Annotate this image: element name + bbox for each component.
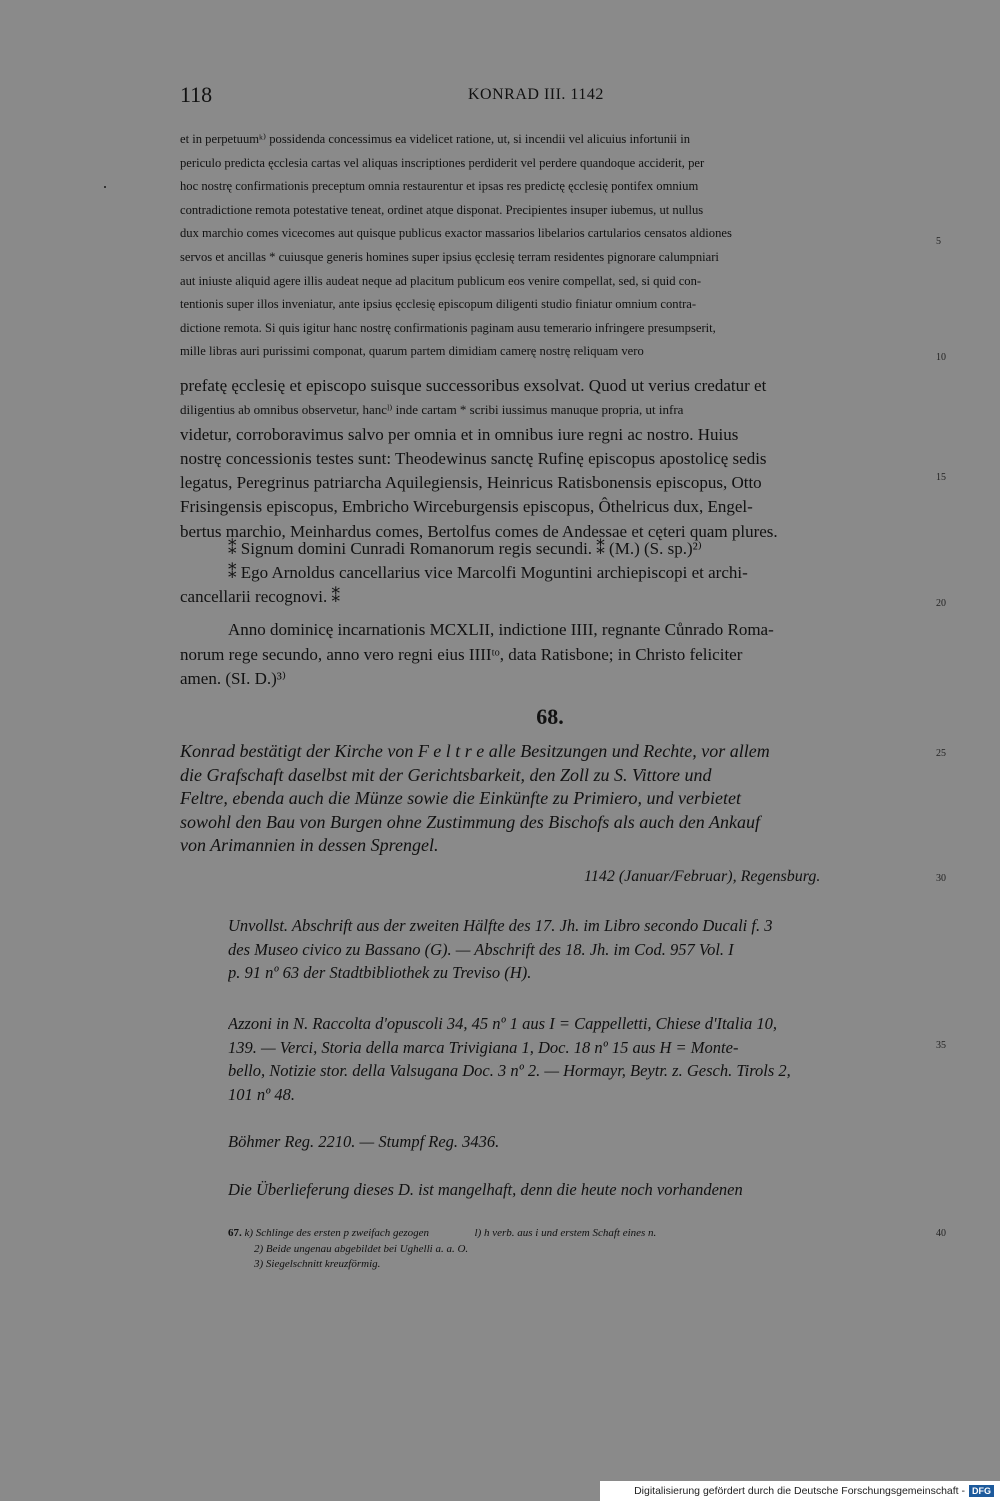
- footnotes: [228, 1226, 928, 1273]
- text-line: amen. (SI. D.)³⁾: [180, 669, 287, 688]
- text-line: dictione remota. Si quis igitur hanc nostrę confirmationis paginam ausu temerario infringere presumpserit,: [180, 320, 716, 335]
- text-line: bello, Notizie stor. della Valsugana Doc. 3 nº 2. — Hormayr, Beytr. z. Gesch. Tirols 2,: [228, 1061, 791, 1080]
- text-line: contradictione remota potestative teneat, ordinet atque disponat. Precipientes insuper iubemus, ut nullus: [180, 202, 704, 217]
- text-line: tentionis super illos inveniatur, ante ipsius ęcclesię episcopum diligenti studio finiatur omnium contra-: [180, 297, 697, 312]
- line-number: 25: [936, 748, 946, 759]
- charter-text-small: [180, 128, 920, 364]
- text-line: Anno dominicę incarnationis MCXLII, indictione IIII, regnante Cůnrado Roma-: [228, 620, 774, 639]
- line-number: 10: [936, 352, 946, 363]
- text-line: mille libras auri purissimi componat, quarum partem dimidiam camerę nostrę reliquam vero: [180, 344, 644, 359]
- footer-text: Digitalisierung gefördert durch die Deutsche Forschungsgemeinschaft -: [634, 1485, 965, 1497]
- text-line: periculo predicta ęcclesia cartas vel aliquas inscriptiones perdiderit vel perdere quandoque acciderit, per: [180, 155, 705, 170]
- text-line: 139. — Verci, Storia della marca Trivigiana 1, Doc. 18 nº 15 aus H = Monte-: [228, 1037, 739, 1057]
- text-line: Unvollst. Abschrift aus der zweiten Hälfte des 17. Jh. im Libro secondo Ducali f. 3: [228, 916, 773, 935]
- text-line: bertus marchio, Meinhardus comes, Bertolfus comes de Andessae et cęteri quam plures.: [180, 521, 778, 541]
- text-line: Frisingensis episcopus, Embricho Wirceburgensis episcopus, Ôthelricus dux, Engel-: [180, 497, 753, 517]
- text-line: legatus, Peregrinus patriarcha Aquilegiensis, Heinricus Ratisbonensis episcopus, Otto: [180, 473, 762, 493]
- text-line: nostrę concessionis testes sunt: Theodewinus sanctę Rufinę episcopus apostolicę sedis: [180, 448, 767, 468]
- regest: [180, 740, 920, 858]
- footnote-label: 67.: [228, 1227, 242, 1239]
- funding-footer: [600, 1481, 1000, 1501]
- line-number: 40: [936, 1228, 946, 1239]
- text-line: hoc nostrę confirmationis preceptum omnia restaurentur et ipsas res predictę ęcclesię pontifex omnium: [180, 179, 699, 194]
- text-line: des Museo civico zu Bassano (G). — Abschrift des 18. Jh. im Cod. 957 Vol. I: [228, 939, 734, 959]
- date-place: 1142 (Januar/Februar), Regensburg.: [584, 868, 821, 885]
- line-number: 15: [936, 472, 946, 483]
- text-line: servos et ancillas * cuiusque generis homines super ipsius ęcclesię terram residentes pignorare calumpniari: [180, 249, 719, 264]
- dating-clause: [180, 618, 920, 692]
- regesta-paragraph: [228, 1130, 920, 1154]
- footnote-l: l) h verb. aus i und erstem Schaft eines n.: [474, 1227, 657, 1239]
- footnote-k: k) Schlinge des ersten p zweifach gezogen: [244, 1227, 430, 1239]
- footnote-2: 2) Beide ungenau abgebildet bei Ughelli a. a. O.: [254, 1242, 469, 1255]
- running-title: KONRAD III. 1142: [468, 86, 604, 103]
- text-line: von Arimannien in dessen Sprengel.: [180, 835, 439, 855]
- editions-paragraph: [228, 1012, 920, 1106]
- text-line: dux marchio comes vicecomes aut quisque publicus exactor massarios libelarios cartularios censatos aldiones: [180, 226, 732, 241]
- dfg-logo: DFG: [969, 1485, 994, 1497]
- text-line: 101 nº 48.: [228, 1084, 295, 1104]
- speck: [104, 186, 106, 188]
- page-number: 118: [180, 82, 213, 107]
- text-line: Azzoni in N. Raccolta d'opuscoli 34, 45 nº 1 aus I = Cappelletti, Chiese d'Italia 10,: [228, 1014, 777, 1033]
- document-number: 68.: [536, 704, 564, 729]
- text-line: videtur, corroboravimus salvo per omnia et in omnibus iure regni ac nostro. Huius: [180, 424, 739, 444]
- line-number: 35: [936, 1040, 946, 1051]
- recognition-line: ⁑ Ego Arnoldus cancellarius vice Marcolfi Moguntini archiepiscopi et archi-: [228, 563, 748, 582]
- signum-block: [180, 537, 920, 609]
- text-line: aut iniuste aliquid agere illis audeat neque ad placitum publicum eos venire compellat, sed, si quid con-: [180, 273, 702, 288]
- text-line: Konrad bestätigt der Kirche von F e l t r e alle Besitzungen und Rechte, vor allem: [180, 741, 770, 761]
- line-number: 30: [936, 873, 946, 884]
- text-line: norum rege secundo, anno vero regni eius IIIIᵗᵒ, data Ratisbone; in Christo feliciter: [180, 644, 743, 664]
- text-line: Die Überlieferung dieses D. ist mangelhaft, denn die heute noch vorhandenen: [228, 1180, 743, 1199]
- transmission-paragraph: [228, 914, 920, 985]
- text-line: die Grafschaft daselbst mit der Gerichtsbarkeit, den Zoll zu S. Vittore und: [180, 764, 712, 785]
- commentary-paragraph: [228, 1178, 920, 1202]
- text-line: prefatę ęcclesię et episcopo suisque successoribus exsolvat. Quod ut verius credatur et: [180, 376, 767, 395]
- text-line: Feltre, ebenda auch die Münze sowie die Einkünfte zu Primiero, und verbietet: [180, 788, 742, 808]
- footnote-3: 3) Siegelschnitt kreuzförmig.: [254, 1258, 381, 1270]
- line-number: 5: [936, 236, 941, 247]
- text-line: p. 91 nº 63 der Stadtbibliothek zu Treviso (H).: [228, 963, 532, 982]
- text-line: et in perpetuumᵏ⁾ possidenda concessimus ea videlicet ratione, ut, si incendii vel alicuius infortunii in: [180, 132, 690, 146]
- text-line: Böhmer Reg. 2210. — Stumpf Reg. 3436.: [228, 1132, 500, 1151]
- text-line: sowohl den Bau von Burgen ohne Zustimmung des Bischofs als auch den Ankauf: [180, 811, 760, 832]
- signum-line: ⁑ Signum domini Cunradi Romanorum regis secundi. ⁑ (M.) (S. sp.)²⁾: [228, 539, 702, 558]
- charter-text-large: [180, 374, 920, 544]
- line-number: 20: [936, 598, 946, 609]
- recognition-line: cancellarii recognovi. ⁑: [180, 587, 341, 606]
- text-line: diligentius ab omnibus observetur, hancˡ⁾ inde cartam * scribi iussimus manuque propria, ut infra: [180, 402, 684, 418]
